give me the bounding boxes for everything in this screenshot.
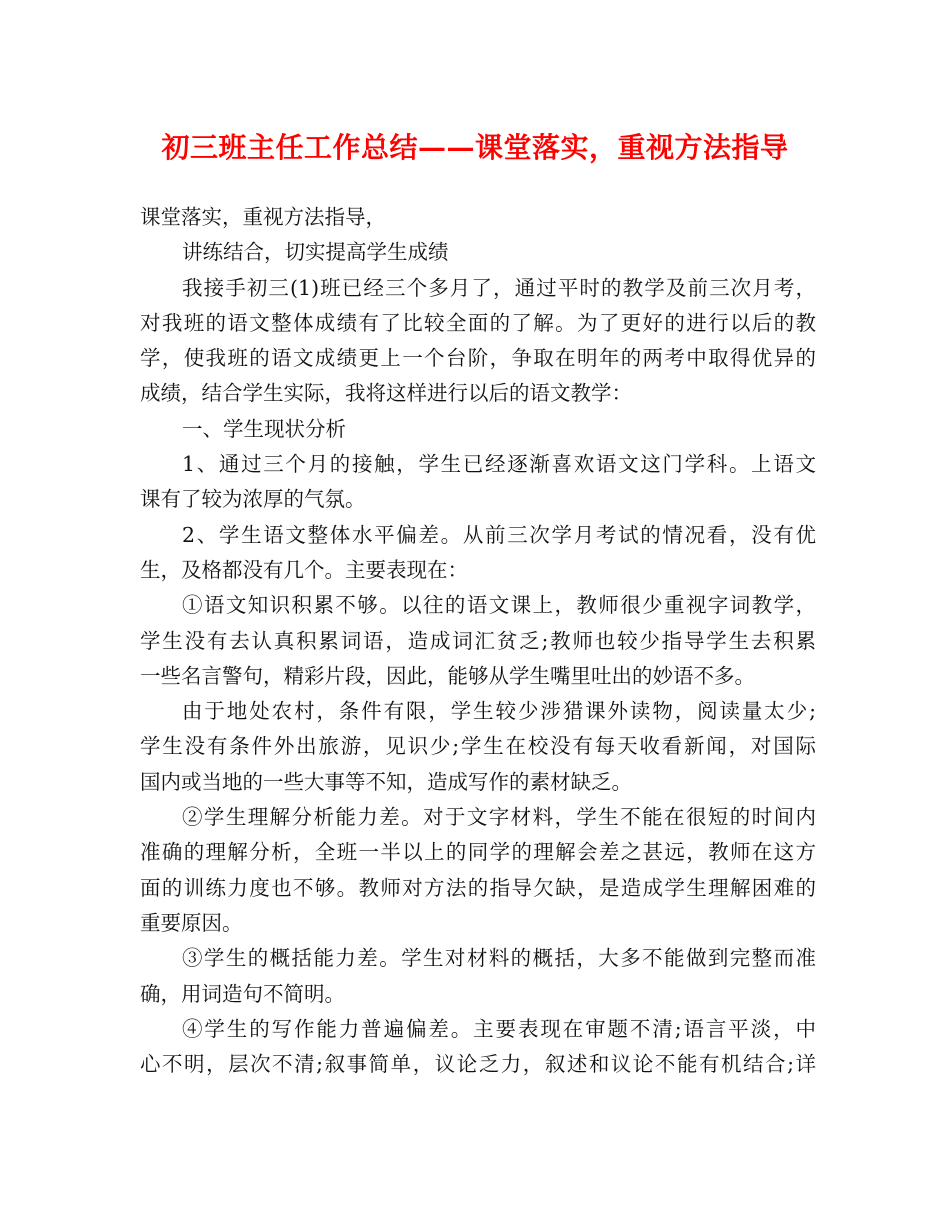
- body-text-line: 讲练结合，切实提高学生成绩: [182, 240, 449, 265]
- body-text-line: 对我班的语文整体成绩有了比较全面的了解。为了更好的进行以后的教: [140, 310, 816, 335]
- body-text-line: 准确的理解分析，全班一半以上的同学的理解会差之甚远，教师在这方: [140, 840, 816, 865]
- body-text-line: 我接手初三(1)班已经三个多月了，通过平时的教学及前三次月考，: [182, 275, 816, 300]
- body-text-line: 学生没有去认真积累词语，造成词汇贫乏;教师也较少指导学生去积累: [140, 628, 816, 653]
- body-text-line: 2、学生语文整体水平偏差。从前三次学月考试的情况看，没有优: [182, 522, 816, 547]
- body-text-line: ①语文知识积累不够。以往的语文课上，教师很少重视字词教学，: [182, 593, 816, 618]
- body-text-line: 学生没有条件外出旅游，见识少;学生在校没有每天收看新闻，对国际: [140, 734, 816, 759]
- body-text-line: 一、学生现状分析: [182, 416, 346, 441]
- body-text-line: 生，及格都没有几个。主要表现在：: [140, 557, 468, 582]
- body-text-line: 由于地处农村，条件有限，学生较少涉猎课外读物，阅读量太少;: [182, 699, 816, 724]
- body-text-line: 重要原因。: [140, 910, 243, 935]
- body-text-line: ③学生的概括能力差。学生对材料的概括，大多不能做到完整而准: [182, 946, 816, 971]
- body-text-line: 学，使我班的语文成绩更上一个台阶，争取在明年的两考中取得优异的: [140, 346, 816, 371]
- document-title: 初三班主任工作总结——课堂落实，重视方法指导: [161, 131, 789, 164]
- body-text-line: ④学生的写作能力普遍偏差。主要表现在审题不清;语言平淡，中: [182, 1016, 816, 1041]
- body-text-line: 一些名言警句，精彩片段，因此，能够从学生嘴里吐出的妙语不多。: [140, 663, 755, 688]
- body-text-line: ②学生理解分析能力差。对于文字材料，学生不能在很短的时间内: [182, 805, 816, 830]
- document-body: [140, 200, 816, 1082]
- body-text-line: 课堂落实，重视方法指导，: [140, 205, 386, 229]
- body-text-line: 成绩，结合学生实际，我将这样进行以后的语文教学：: [140, 381, 632, 406]
- body-text-line: 课有了较为浓厚的气氛。: [140, 487, 366, 512]
- body-text-line: 心不明，层次不清;叙事简单，议论乏力，叙述和议论不能有机结合;详: [140, 1052, 816, 1077]
- body-text-line: 1、通过三个月的接触，学生已经逐渐喜欢语文这门学科。上语文: [182, 452, 816, 477]
- body-text-line: 国内或当地的一些大事等不知，造成写作的素材缺乏。: [140, 769, 632, 794]
- body-text-line: 确，用词造句不简明。: [140, 981, 345, 1006]
- body-text-line: 面的训练力度也不够。教师对方法的指导欠缺，是造成学生理解困难的: [140, 875, 816, 900]
